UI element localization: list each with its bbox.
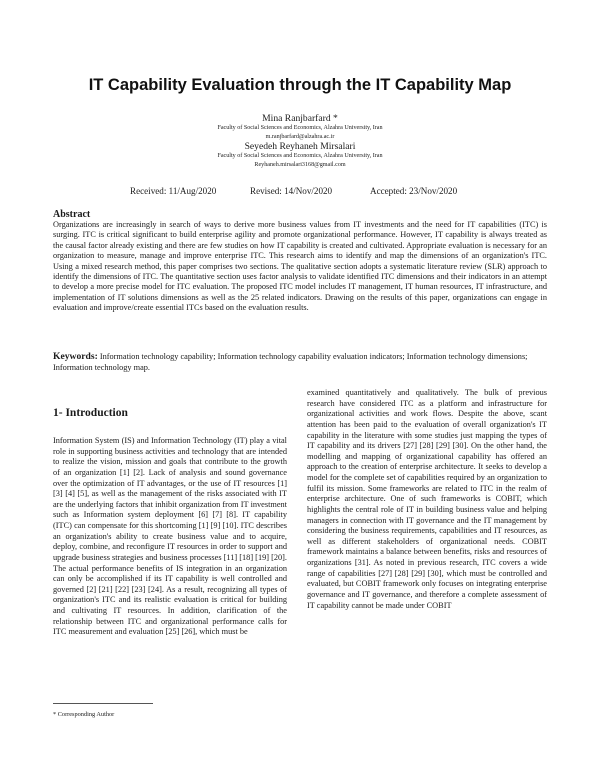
author-affiliation: Faculty of Social Sciences and Economics, Alzahra University, Iran	[217, 153, 383, 159]
author-email[interactable]: m.ranjbarfard@alzahra.ac.ir	[265, 133, 335, 140]
author-affiliation: Faculty of Social Sciences and Economics, Alzahra University, Iran	[217, 125, 383, 131]
footnote-divider	[53, 703, 153, 704]
paper-title: IT Capability Evaluation through the IT Capability Map	[88, 76, 512, 94]
keywords-section	[53, 352, 547, 373]
author-name: Mina Ranjbarfard *	[262, 113, 338, 124]
author-block	[0, 113, 600, 169]
abstract-text: Organizations are increasingly in search of ways to derive more business values from IT investments and the need for IT capabilities (ITC) is surging. ITC is critical significant to build enterprise agility and promote organizational performance. However, IT capability is always treated as the causal factor already existing and there are few studies on how IT capability is created and cultivated. Appropriate evaluation is necessary for an organization to measure, manage and improve enterprise ITC. This research aims to identify and map the dimensions of an organization's ITC. Using a mixed research method, this paper comprises two sections. The qualitative section adopts a systematic literature review (SLR) approach to identify the dimensions of ITC. The quantitative section uses factor analysis to validate identified ITC dimensions and their indicators in an attempt to develop a more precise model for ITC evaluation. The proposed ITC model includes IT management, IT human resources, IT infrastructure, and implementation of IT solutions dimensions as well as the 25 related indicators. Drawing on the results of this paper, organizations can engage in evaluation and improve/create essential ITCs based on the evaluation results.	[53, 220, 547, 313]
received-date: Received: 11/Aug/2020	[130, 186, 217, 196]
intro-left-column: Information System (IS) and Information Technology (IT) play a vital role in supporting business activities and technology that are intended to realize the vision, mission and goals that contribute to the growth of an organization [1] [2]. Lack of analysis and sound governance over the optimization of IT advantages, or the use of IT resources [1] [3] [4] [5], as well as the management of the risks associated with IT are the underlying factors that inhibit organization from IT investment such as Information system deployment [6] [7] [8]. IT capability (ITC) can compensate for this shortcoming [1] [9] [10]. ITC describes an organization's ability to create business value and to acquire, deploy, combine, and reconfigure IT resources in order to support and upgrade business strategies and business processes [11] [18] [19] [20]. The actual performance benefits of IS integration in an organization can only be accomplished if its IT capability is well controlled and governed [2] [21] [22] [23] [24]. As a result, recognizing all types of organization's ITC and its realistic evaluation is critical for building and cultivating IT resources. In addition, clarification of the relationship between ITC and organizational performance calls for ITC measurement and evaluation [25] [26], which must be	[53, 436, 287, 637]
author-name: Seyedeh Reyhaneh Mirsalari	[244, 141, 356, 152]
accepted-date: Accepted: 23/Nov/2020	[370, 186, 458, 196]
footnote: * Corresponding Author	[53, 711, 115, 718]
abstract-section	[53, 209, 547, 314]
revised-date: Revised: 14/Nov/2020	[250, 186, 333, 196]
author-email[interactable]: Reyhaneh.mirsalari3168@gmail.com	[254, 161, 346, 168]
keywords-label: Keywords:	[53, 351, 98, 362]
keywords-text: Information technology capability; Information technology capability evaluation indicators; Information technology dimensions; Information technology map.	[53, 352, 528, 372]
section-heading: 1- Introduction	[53, 407, 128, 419]
abstract-heading: Abstract	[53, 209, 91, 220]
intro-right-column: examined quantitatively and qualitatively. The bulk of previous research have considered ITC as a platform and infrastructure for organizational activities and work flows. Despite the above, scant attention has been paid to the evaluation of overall organization's IT capability in the literature with some studies just mapping the types of IT capability and its drivers [27] [28] [29] [30]. On the other hand, the modelling and mapping of organizational capability has offered an approach to the creation of enterprise architecture. It seeks to develop a model for the complete set of capabilities required by an organization to fulfil its mission. Some frameworks are related to ITC in the realm of enterprise architecture. One of such frameworks is COBIT, which highlights the central role of IT in building business value and helping managers in connection with IT governance and the IT management by considering the business requirements, capabilities and IT resources, as well as different stakeholders of organizational needs. COBIT framework maintains a balance between benefits, risks and resources of organizations [31]. As noted in previous research, ITC covers a wide range of capabilities [27] [28] [29] [30], which must be controlled and evaluated, but COBIT framework only focuses on integrating enterprise governance and IT governance, and therefore a complete assessment of IT capability cannot be made under COBIT	[307, 388, 547, 610]
